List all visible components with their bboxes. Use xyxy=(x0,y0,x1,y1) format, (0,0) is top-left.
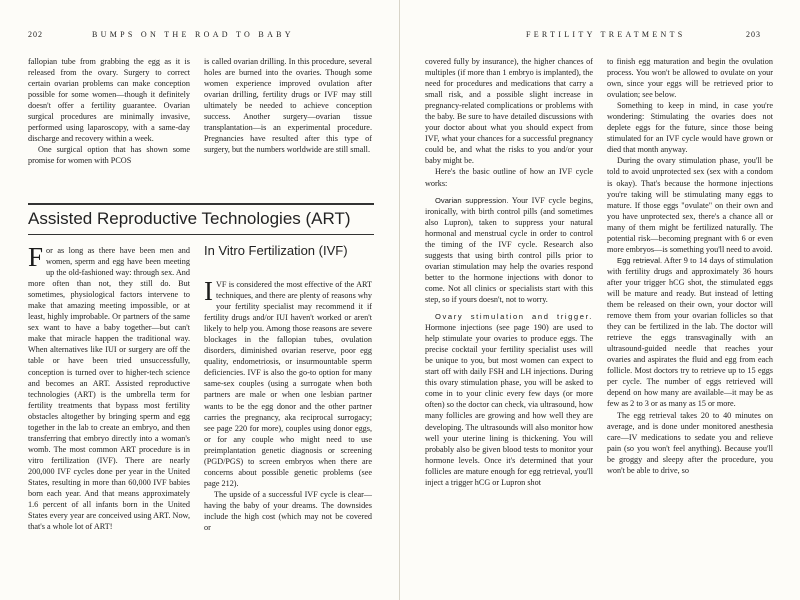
running-head-right: FERTILITY TREATMENTS xyxy=(526,30,686,39)
running-head-left: BUMPS ON THE ROAD TO BABY xyxy=(92,30,294,39)
ivf-column xyxy=(204,276,372,533)
paragraph xyxy=(425,311,593,488)
paragraph: to finish egg maturation and begin the ovulation process. You won't be allowed to ovulate on your own, since your eggs will be retrieved prior to ovulation; see below. xyxy=(607,57,773,100)
paragraph-text: or as long as there have been men and women, sperm and egg have been meeting up the old-fashioned way: through sex. And more often than not, they still do. But sometimes, physiological factors intervene to make that amazing meeting impossible, or at least, highly improbable. Or partners of the same sex want to have a baby together—but can't make that miracle happen the traditional way. When alternatives like IUI or surgery are off the table or have been tried unsuccessfully, conception is turned over to higher-tech science and becomes an ART. Assisted reproductive technologies (ART) is the umbrella term for fertility treatments that bypass most fertility obstacles altogether by bringing sperm and egg together in the lab to create an embryo, and then transferring that embryo directly into a woman's womb. The most common ART procedure is in vitro fertilization (IVF). There are nearly 200,000 IVF cycles done per year in the United States, resulting in more than 60,000 IVF babies born each year. And that means approximately 1.6 percent of all infants born in the United States every year are conceived using ART. Now, that's a whole lot of ART! xyxy=(28,246,190,532)
run-in-heading: Egg retrieval. xyxy=(617,255,663,265)
paragraph: The egg retrieval takes 20 to 40 minutes on average, and is done under monitored anesthesia care—IV medications to sedate you and relieve pain (so you won't feel anything). Because you'll be groggy and sleepy after the procedure, you won't be able to drive, so xyxy=(607,410,773,475)
paragraph: Here's the basic outline of how an IVF cycle works: xyxy=(425,167,593,188)
paragraph xyxy=(204,276,372,489)
paragraph xyxy=(425,195,593,305)
paragraph xyxy=(607,255,773,410)
paragraph-text: VF is considered the most effective of the ART techniques, and there are plenty of reasons why your fertility specialist may recommend it if fertility drugs and/or IUI haven't worked or aren't likely to help you. Among those reasons are severe blockages in the fallopian tubes, ovulation disorders, diminished ovarian reserve, poor egg quality, endometriosis, or insurmountable sperm deficiencies. IVF is also the go-to option for many same-sex couples (using a surrogate when both partners are male or when one lesbian partner wants to be the egg donor and the other partner carries the pregnancy, aka reciprocal surrogacy; see page 220 for more), couples using donor eggs, or for any couple who might need to use preimplantation genetic diagnosis or screening (PGD/PGS) to screen embryos when there are concerns about possible genetic problems (see page 212). xyxy=(204,280,372,488)
paragraph: covered fully by insurance), the higher chances of multiples (if more than 1 embryo is implanted), the need for procedures and medications that carry a small risk, and a possible slight increase in pregnancy-related complications or problems with the baby. Be sure to have detailed discussions with your doctor about what you should expect from IVF, what your chances for a successful pregnancy could be, and what the risks to you and/or your baby might be. xyxy=(425,57,593,166)
drop-cap: F xyxy=(28,242,44,272)
paragraph: During the ovary stimulation phase, you'll be told to avoid unprotected sex (sex with a condom is okay). That's because the hormone injections you're taking will be stimulating many eggs to mature. If those eggs "ovulate" on their own and you have unprotected sex, there's a chance all or many of them might be fertilized naturally. The potential risk—becoming pregnant with 6 or even more embryos—is something you'll need to avoid. xyxy=(607,156,773,254)
section-title: Assisted Reproductive Technologies (ART) xyxy=(28,209,351,228)
run-in-heading: Ovary stimulation and trigger. xyxy=(435,312,593,322)
run-in-heading: Ovarian suppression. xyxy=(435,195,509,205)
top-column-1 xyxy=(28,56,190,166)
right-page xyxy=(400,0,800,600)
page-number-right: 203 xyxy=(746,30,761,39)
section-rule-top xyxy=(28,203,374,205)
subsection-title: In Vitro Fertilization (IVF) xyxy=(204,243,348,258)
paragraph-text: Hormone injections (see page 190) are used to help stimulate your ovaries to produce eggs. The precise cocktail your fertility specialist uses will be unique to you, but most women can expect to start off with daily FSH and LH injections. During this ovary stimulation phase, you will be asked to come in to your clinic every few days (or more often) so the doctor can check, via ultrasound, how many follicles are growing and how well they are developing. The ultrasounds will also monitor how well your uterine lining is thickening. You will probably also be given blood tests to monitor your hormone levels. Once it's determined that your follicles are mature enough for egg retrieval, you'll inject a trigger hCG or Lupron shot xyxy=(425,323,593,487)
right-column-2 xyxy=(607,56,773,476)
paragraph-text: After 9 to 14 days of stimulation with fertility drugs and approximately 36 hours after your trigger hCG shot, the stimulated eggs will be mature and ready. But instead of letting them be released on their own, your doctor will remove them from your ovarian follicles so that they can be fertilized in the lab. The doctor will retrieve the eggs transvaginally with an ultrasound-guided needle that reaches your ovaries and aspirates the fluid and egg from each follicle. Most doctors try to retrieve up to 15 eggs per cycle. The number of eggs retrieved will depend on how many are available—it may be as few as 2 to 3 or as many as 15 or more. xyxy=(607,255,773,409)
paragraph xyxy=(28,242,190,532)
page-number-left: 202 xyxy=(28,30,43,39)
paragraph: fallopian tube from grabbing the egg as it is released from the ovary. Surgery to correct certain ovarian problems can make conception possible for some women—though it definitely doesn't offer a fertility guarantee. Ovarian surgical procedures are minimally invasive, performed using laparoscopy, with a same-day discharge and recovery within a week. xyxy=(28,57,190,144)
top-column-2 xyxy=(204,56,372,155)
paragraph: is called ovarian drilling. In this procedure, several holes are burned into the ovaries. Though some women experience improved ovulation after ovarian drilling, fertility drugs or IVF may still ultimately be needed to achieve conception success. Another surgery—ovarian tissue transplantation—is an experimental procedure. Pregnancies have resulted after this type of surgery, but the numbers worldwide are still small. xyxy=(204,57,372,155)
right-column-1 xyxy=(425,56,593,488)
drop-cap: I xyxy=(204,276,213,306)
paragraph: Something to keep in mind, in case you're wondering: Stimulating the ovaries does not deplete eggs for the future, since those being stimulated for an IVF cycle would have grown or died that month anyway. xyxy=(607,101,773,155)
section-rule-bottom xyxy=(28,234,374,235)
art-column xyxy=(28,242,190,532)
paragraph: One surgical option that has shown some promise for women with PCOS xyxy=(28,145,190,166)
paragraph-text: Your IVF cycle begins, ironically, with birth control pills (and sometimes also Lupron), taken to suppress your natural hormonal and menstrual cycle in order to control the timing of the IVF cycle. Research also suggests that using birth control pills prior to ovarian stimulation may help the ovaries respond better to the hormone injections with donor to come. Not all clinics or specialists start with this step, so if yours doesn't, not to worry. xyxy=(425,195,593,304)
paragraph: The upside of a successful IVF cycle is clear—having the baby of your dreams. The downsides include the high cost (which may not be covered or xyxy=(204,489,372,533)
